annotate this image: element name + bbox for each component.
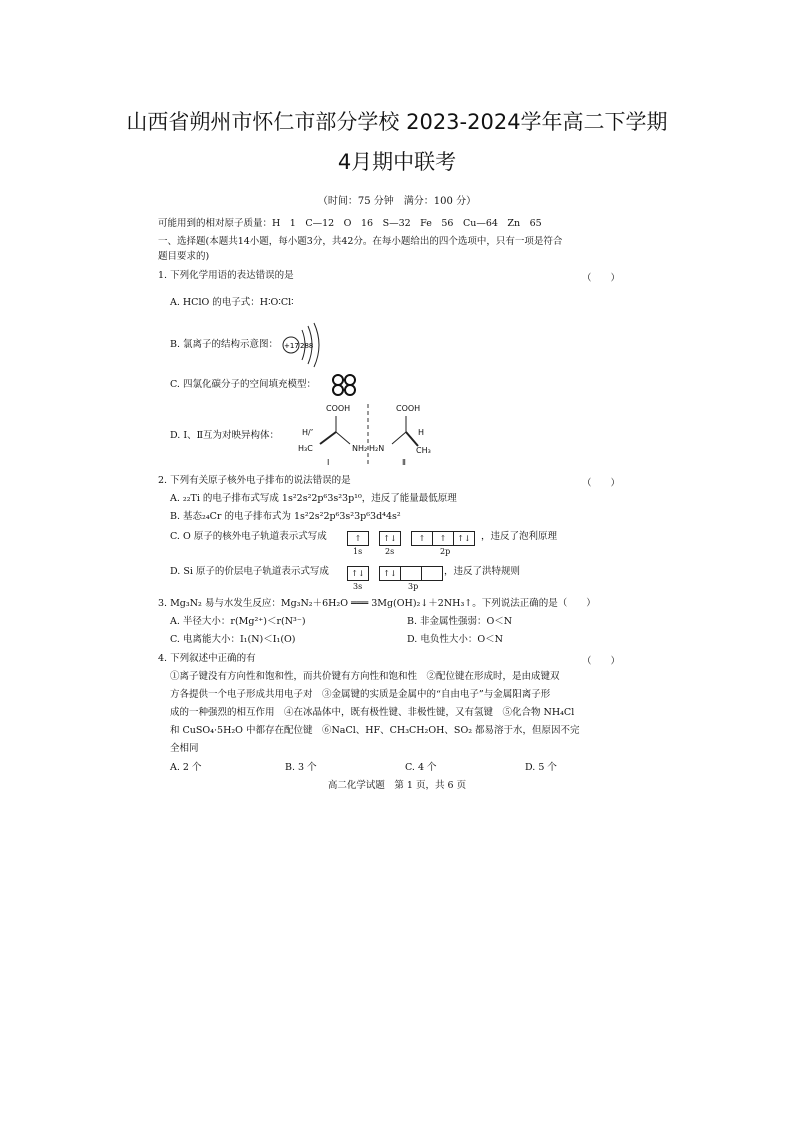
question-1-option-b: B. 氯离子的结构示意图： [170,339,279,350]
question-2-option-d-text: D. Si 原子的价层电子轨道表示式写成 [170,566,329,577]
orbital-box: ↑ [433,531,454,546]
orbital-label-3p: 3p [408,582,419,591]
question-3-option-a: A. 半径大小：r(Mg²⁺)＜r(N³⁻) [170,616,306,627]
molecule-1-bonds [310,414,360,454]
page-footer: 高二化学试题 第 1 页，共 6 页 [327,780,467,791]
atomic-mass-line: 可能用到的相对原子质量：H 1 C—12 O 16 S—32 Fe 56 Cu—64 Zn 65 [158,218,542,229]
molecule-2-ch3: CH₃ [416,446,431,455]
question-3-option-b: B. 非金属性强弱：O＜N [407,616,513,627]
molecule-2-h: H [418,428,425,437]
chloride-ion-structure-diagram [278,322,328,368]
molecule-1-cooh: COOH [326,404,351,413]
question-3-option-d: D. 电负性大小：O＜N [407,634,503,645]
question-2-answer-paren: （ ） [582,478,621,489]
molecule-2-bonds [380,414,430,454]
exam-title-line1: 山西省朔州市怀仁市部分学校 2023-2024学年高二下学期 [126,110,668,134]
question-1-option-d: D. Ⅰ、Ⅱ互为对映异构体： [170,430,280,441]
orbital-box: ↑↓ [379,566,401,581]
section-instructions-line1: 一、选择题(本题共14小题，每小题3分，共42分。在每小题给出的四个选项中，只有一项是符合 [158,236,563,247]
molecule-2-cooh: COOH [396,404,421,413]
question-1-answer-paren: （ ） [582,273,621,284]
molecule-1-h: H/’ [302,428,314,437]
question-4-statement-line3: 成的一种强烈的相互作用 ④在冰晶体中，既有极性键、非极性键，又有氢键 ⑤化合物 NH₄Cl [170,707,575,718]
exam-title-line2: 4月期中联考 [337,150,457,174]
molecule-1-nh2: NH₂ [352,444,368,453]
orbital-label-3s: 3s [353,582,363,591]
orbital-label-1s: 1s [353,547,363,556]
question-4-option-a: A. 2 个 [170,762,202,773]
question-4-stem: 4. 下列叙述中正确的有 [158,653,256,664]
orbital-box [422,566,443,581]
chloride-nucleus-label: +17 [284,342,299,350]
orbital-box: ↑↓ [454,531,475,546]
orbital-box: ↑↓ [347,566,369,581]
orbital-label-2p: 2p [440,547,451,556]
molecule-2-label: Ⅱ [402,458,406,467]
question-3-option-c: C. 电离能大小：I₁(N)＜I₁(O) [170,634,296,645]
question-2-option-a: A. ₂₂Ti 的电子排布式写成 1s²2s²2p⁶3s²3p¹⁰，违反了能量最低原理 [170,493,457,504]
question-4-statement-line5: 全相同 [170,743,199,754]
orbital-box: ↑↓ [379,531,401,546]
question-2-option-b: B. 基态₂₄Cr 的电子排布式为 1s²2s²2p⁶3s²3p⁶3d⁴4s² [170,511,401,522]
orbital-box [401,566,422,581]
molecule-1-ch3: H₃C [298,444,313,453]
question-4-statement-line1: ①离子键没有方向性和饱和性，而共价键有方向性和饱和性 ②配位键在形成时，是由成键双 [170,671,560,682]
section-instructions-line2: 题目要求的) [158,251,210,262]
molecule-1-label: Ⅰ [327,458,330,467]
question-2-option-c-text: C. O 原子的核外电子轨道表示式写成 [170,531,327,542]
question-4-option-c: C. 4 个 [405,762,437,773]
carbon-tetrachloride-space-filling-model [330,373,358,397]
question-4-answer-paren: （ ） [582,656,621,667]
question-1-stem: 1. 下列化学用语的表达错误的是 [158,270,294,281]
question-4-statement-line4: 和 CuSO₄·5H₂O 中都存在配位键 ⑥NaCl、HF、CH₃CH₂OH、SO₂ 都易溶于水，但原因不完 [170,725,580,736]
mirror-dashed-line [366,404,370,466]
question-1-option-c: C. 四氯化碳分子的空间填充模型： [170,379,316,390]
orbital-label-2s: 2s [385,547,395,556]
orbital-box: ↑ [347,531,369,546]
question-4-statement-line2: 方各提供一个电子形成共用电子对 ③金属键的实质是金属中的“自由电子”与金属阳离子形 [170,689,551,700]
chloride-shell-label: 288 [300,342,314,350]
orbital-box: ↑ [411,531,433,546]
question-2-option-d-suffix: ，违反了洪特规则 [444,566,521,577]
question-1-option-a: A. HClO 的电子式：H∶O∶Cl∶ [170,297,294,308]
question-4-option-d: D. 5 个 [525,762,557,773]
time-info: （时间：75 分钟 满分：100 分） [317,196,477,207]
question-3-stem: 3. Mg₃N₂ 易与水发生反应：Mg₃N₂＋6H₂O ═══ 3Mg(OH)₂↓＋2NH₃↑。下列说法正确的是（ ） [158,598,596,609]
molecule-2-h2n: H₂N [369,444,385,453]
question-4-option-b: B. 3 个 [285,762,317,773]
question-2-stem: 2. 下列有关原子核外电子排布的说法错误的是 [158,475,351,486]
question-2-option-c-suffix: ，违反了泡利原理 [481,531,558,542]
